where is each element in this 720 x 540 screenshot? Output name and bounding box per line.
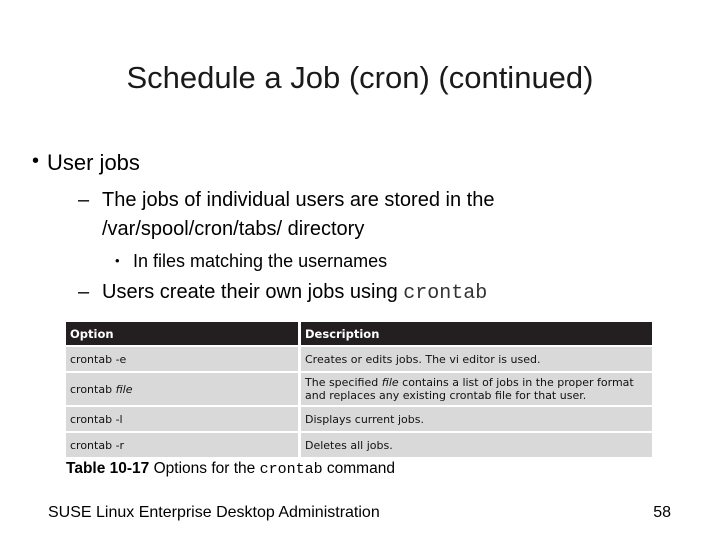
- table-row: [66, 407, 652, 431]
- option-cell: [66, 433, 301, 457]
- description-cell: [301, 373, 652, 405]
- option-command: crontab -r: [70, 438, 125, 452]
- caption-code: crontab: [259, 461, 323, 478]
- table-row: [66, 347, 652, 371]
- option-cell: [66, 407, 301, 431]
- description-cell: [301, 433, 652, 457]
- bullet-dash: –: [78, 281, 90, 303]
- table-caption: [66, 460, 395, 478]
- table-row: [66, 373, 652, 405]
- sub-sub-bullet-files: [115, 251, 387, 272]
- table-header-row: [66, 322, 652, 345]
- description-text: Creates or edits jobs. The vi editor is used.: [305, 352, 541, 366]
- slide-title: Schedule a Job (cron) (continued): [126, 60, 594, 95]
- sub-sub-bullet-text: In files matching the usernames: [133, 251, 388, 271]
- option-argument: file: [115, 382, 133, 396]
- option-command: crontab -e: [70, 352, 127, 366]
- crontab-options-table: [66, 320, 652, 459]
- description-italic: file: [381, 376, 399, 389]
- bullet-dot: •: [115, 253, 120, 268]
- crontab-code: crontab: [403, 282, 488, 305]
- description-text: Deletes all jobs.: [305, 438, 393, 452]
- sub-bullet-line1: The jobs of individual users are stored in the: [102, 189, 495, 211]
- table-row: [66, 433, 652, 457]
- option-cell: [66, 373, 301, 405]
- option-cell: [66, 347, 301, 371]
- description-text: The specified: [305, 376, 382, 389]
- header-description: Description: [301, 322, 652, 345]
- page-number: 58: [653, 504, 671, 521]
- bullet-dot: •: [32, 150, 40, 172]
- caption-label: Table 10-17: [66, 460, 150, 477]
- description-text-rest: contains a list of jobs in the proper format and replaces any existing crontab file for that user.: [305, 376, 634, 402]
- caption-text-end: command: [322, 460, 395, 477]
- bullet-user-jobs: [32, 150, 140, 176]
- description-cell: [301, 347, 652, 371]
- caption-text: Options for the: [149, 460, 260, 477]
- option-command: crontab -l: [70, 412, 123, 426]
- bullet-dash: –: [78, 189, 90, 211]
- sub-bullet-line2: /var/spool/cron/tabs/ directory: [102, 218, 365, 240]
- sub-bullet-text: Users create their own jobs using: [102, 281, 404, 303]
- description-text: Displays current jobs.: [305, 412, 424, 426]
- bullet-text: User jobs: [47, 150, 140, 175]
- sub-bullet-crontab: [78, 281, 487, 305]
- description-cell: [301, 407, 652, 431]
- header-option: Option: [66, 322, 301, 345]
- footer-course-title: SUSE Linux Enterprise Desktop Administration: [48, 504, 380, 521]
- sub-bullet-storage: [78, 186, 638, 244]
- option-command: crontab: [70, 382, 116, 396]
